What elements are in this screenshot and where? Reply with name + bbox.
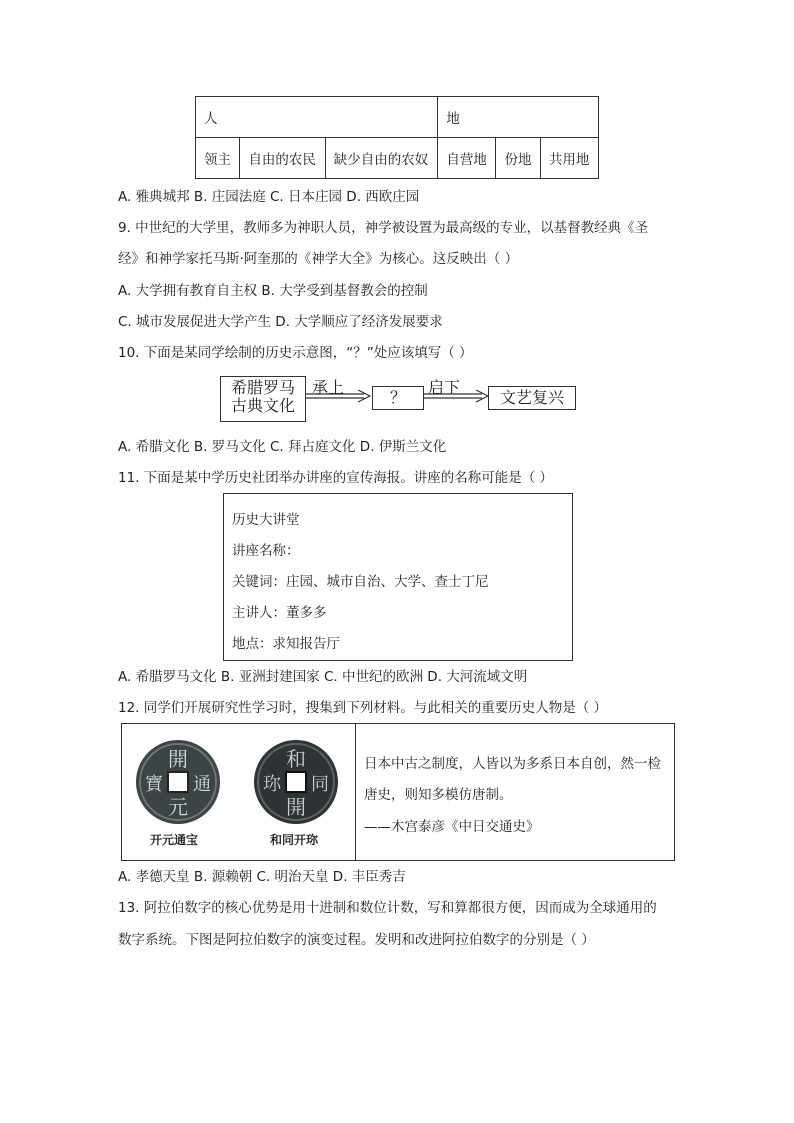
q9-options-1: A. 大学拥有教育自主权 B. 大学受到基督教会的控制	[118, 283, 428, 299]
table-cell: 缺少自由的农奴	[325, 138, 438, 179]
q12-options: A. 孝德天皇 B. 源赖朝 C. 明治天皇 D. 丰臣秀吉	[118, 869, 406, 885]
q10-stem: 10. 下面是某同学绘制的历史示意图，“？”处应该填写（ ）	[118, 345, 473, 361]
table-cell: 自由的农民	[240, 138, 325, 179]
arrow-label-chengshang: 承上	[312, 378, 345, 397]
diagram-box-question: ？	[372, 386, 424, 410]
q10-options: A. 希腊文化 B. 罗马文化 C. 拜占庭文化 D. 伊斯兰文化	[118, 439, 447, 455]
q12-material-box	[121, 723, 675, 861]
diagram-box-renaissance: 文艺复兴	[488, 386, 576, 410]
diagram-box-classical	[220, 376, 306, 422]
q11-options: A. 希腊罗马文化 B. 亚洲封建国家 C. 中世纪的欧洲 D. 大河流域文明	[118, 669, 528, 685]
lecture-poster	[223, 493, 573, 661]
box-line: 古典文化	[230, 396, 295, 415]
table-header-ren: 人	[196, 97, 438, 138]
box-line: 希腊罗马	[230, 378, 295, 397]
q11-stem: 11. 下面是某中学历史社团举办讲座的宣传海报。讲座的名称可能是（ ）	[118, 470, 554, 486]
q12-stem: 12. 同学们开展研究性学习时，搜集到下列材料。与此相关的重要历史人物是（ ）	[118, 700, 608, 716]
quote-source: ——木宫泰彦《中日交通史》	[364, 819, 540, 835]
wadokaichin-coin-image	[252, 738, 340, 826]
q13-stem-line1: 13. 阿拉伯数字的核心优势是用十进制和数位计数，写和算都很方便，因而成为全球通用的	[118, 900, 657, 916]
coin-char: 和	[286, 747, 306, 771]
coin-caption-kaiyuan: 开元通宝	[150, 833, 199, 847]
coin-char: 元	[168, 795, 188, 819]
table-cell: 共用地	[540, 138, 598, 179]
table-cell: 领主	[196, 138, 240, 179]
q8-options: A. 雅典城邦 B. 庄园法庭 C. 日本庄园 D. 西欧庄园	[118, 189, 420, 205]
q9-options-2: C. 城市发展促进大学产生 D. 大学顺应了经济发展要求	[118, 314, 443, 330]
coin-char: 開	[168, 747, 188, 771]
kaiyuan-coin-image	[134, 738, 222, 826]
coin-char: 同	[311, 774, 329, 795]
poster-lecture-name: 讲座名称：	[232, 543, 300, 559]
q13-stem-line2: 数字系统。下图是阿拉伯数字的演变过程。发明和改进阿拉伯数字的分别是（ ）	[118, 932, 595, 948]
q9-stem-line1: 9. 中世纪的大学里，教师多为神职人员，神学被设置为最高级的专业，以基督教经典《圣	[118, 220, 649, 236]
table-cell: 份地	[496, 138, 540, 179]
poster-keywords: 关键词：庄园、城市自治、大学、查士丁尼	[232, 574, 489, 590]
poster-speaker: 主讲人：董多多	[232, 605, 327, 621]
poster-title: 历史大讲堂	[232, 512, 300, 528]
arrow-label-qixia: 启下	[428, 378, 461, 397]
arrow-right-icon	[424, 390, 490, 404]
coin-char: 寶	[145, 774, 163, 795]
coin-caption-wadokaichin: 和同开珎	[270, 833, 319, 847]
coin-char: 開	[286, 795, 306, 819]
table-cell: 自营地	[438, 138, 496, 179]
manor-table	[195, 96, 599, 179]
table-header-di: 地	[438, 97, 599, 138]
material-divider	[355, 724, 356, 860]
poster-place: 地点：求知报告厅	[232, 636, 340, 652]
quote-line1: 日本中古之制度，人皆以为多系日本自创，然一检	[364, 756, 661, 772]
q9-stem-line2: 经》和神学家托马斯·阿奎那的《神学大全》为核心。这反映出（ ）	[118, 251, 519, 267]
arrow-right-icon	[306, 390, 372, 404]
coin-char: 通	[193, 774, 211, 795]
coin-char: 珎	[263, 774, 281, 795]
quote-line2: 唐史，则知多模仿唐制。	[364, 787, 513, 803]
